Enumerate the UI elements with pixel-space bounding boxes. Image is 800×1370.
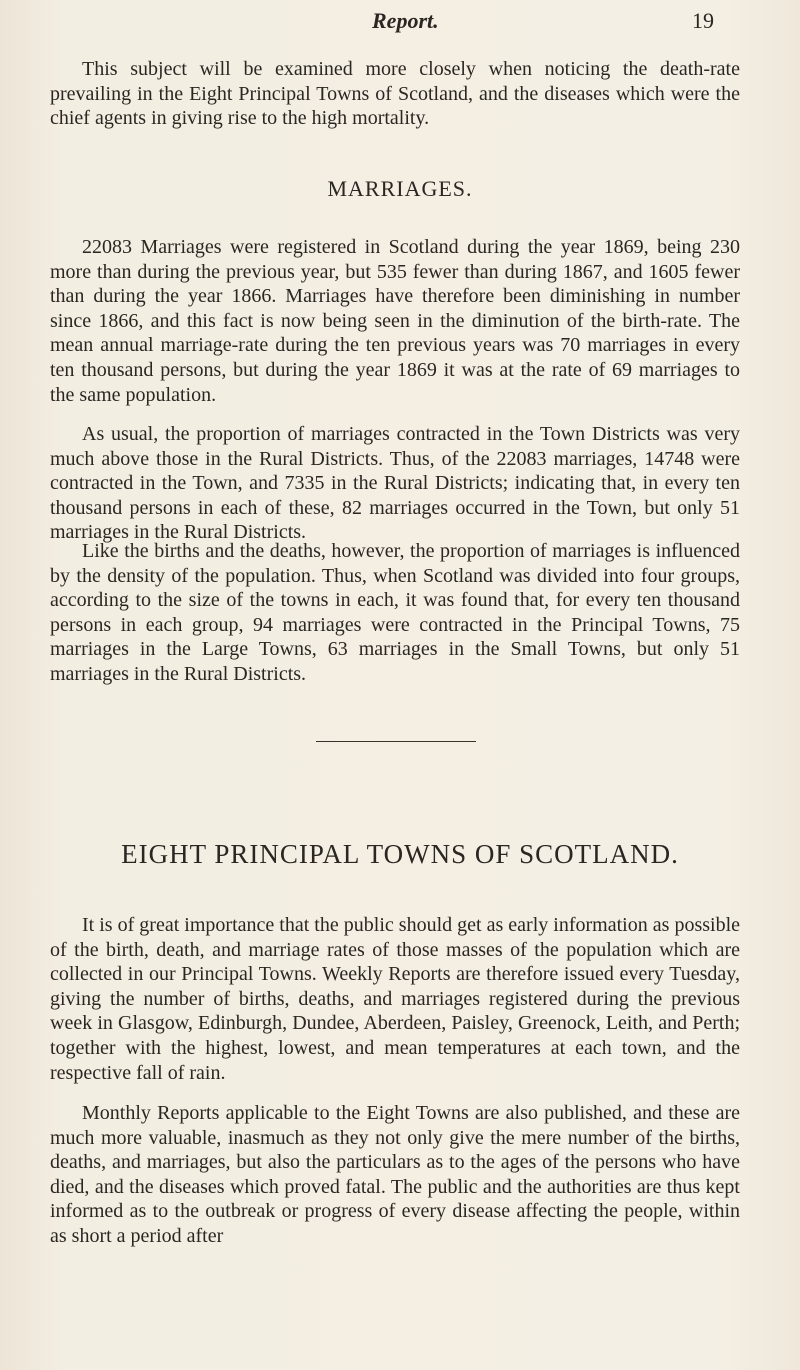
intro-paragraph: This subject will be examined more closely when noticing the death-rate prevailing in the Eight Principal Towns of Scotland, and the diseases which were the chief agents in giving rise to the high mortality. (50, 58, 740, 130)
page-number: 19 (692, 8, 714, 33)
section-divider (316, 741, 476, 742)
eight-towns-heading: EIGHT PRINCIPAL TOWNS OF SCOTLAND. (121, 839, 679, 869)
marriages-paragraph-2: As usual, the proportion of marriages contracted in the Town Districts was very much above those in the Rural Districts. Thus, of the 22083 marriages, 14748 were contracted in the Town, and 7335 in the Rural Districts; indicating that, in every ten thousand persons in each of these, 82 marriages occurred in the Town, but only 51 marriages in the Rural Districts. (50, 423, 740, 544)
running-title: Report. (372, 8, 439, 33)
running-head (0, 8, 800, 38)
towns-paragraph-1: It is of great importance that the public should get as early information as possible of the birth, death, and marriage rates of those masses of the population which are collected in our Principal Towns. Weekly Reports are therefore issued every Tuesday, giving the number of births, deaths, and marriages registered during the previous week in Glasgow, Edinburgh, Dundee, Aberdeen, Paisley, Greenock, Leith, and Perth; together with the highest, lowest, and mean temperatures at each town, and the respective fall of rain. (50, 914, 740, 1084)
towns-paragraph-2: Monthly Reports applicable to the Eight Towns are also published, and these are much more valuable, inasmuch as they not only give the mere number of the births, deaths, and marriages, but also the particulars as to the ages of the persons who have died, and the diseases which proved fatal. The public and the authorities are thus kept informed as to the outbreak or progress of every disease affecting the people, within as short a period after (50, 1102, 740, 1247)
marriages-heading: MARRIAGES. (327, 176, 473, 201)
marriages-paragraph-1: 22083 Marriages were registered in Scotland during the year 1869, being 230 more than during the previous year, but 535 fewer than during 1867, and 1605 fewer than during the year 1866. Marriages have therefore been diminishing in number since 1866, and this fact is now being seen in the diminution of the birth-rate. The mean annual marriage-rate during the ten previous years was 70 marriages in every ten thousand persons, but during the year 1869 it was at the rate of 69 marriages to the same population. (50, 236, 740, 406)
marriages-paragraph-3: Like the births and the deaths, however, the proportion of marriages is influenced by the density of the population. Thus, when Scotland was divided into four groups, according to the size of the towns in each, it was found that, for every ten thousand persons in each group, 94 marriages were contracted in the Principal Towns, 75 marriages in the Large Towns, 63 marriages in the Small Towns, but only 51 marriages in the Rural Districts. (50, 540, 740, 685)
